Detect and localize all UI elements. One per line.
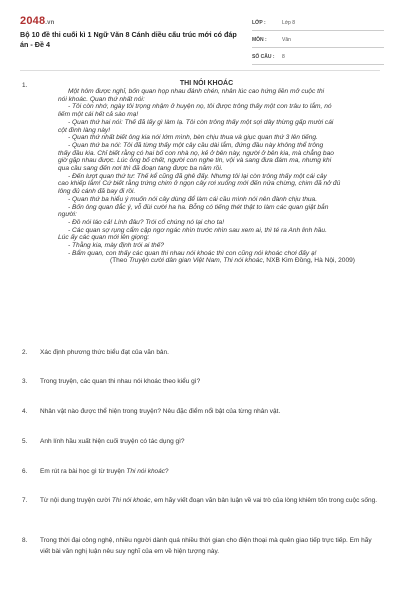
question-text: Anh lính hầu xuất hiện cuối truyện có tác dụng gì? (40, 438, 185, 445)
question-number: 8. (22, 537, 28, 544)
document-title: Bộ 10 đề thi cuối kì 1 Ngữ Văn 8 Cánh diều cấu trúc mới có đáp án - Đề 4 (20, 30, 237, 49)
meta-row-class (252, 15, 384, 31)
logo-suffix: .vn (45, 20, 55, 26)
source-title: Truyện cười dân gian Việt Nam, Thi nói khoác (129, 257, 263, 265)
meta-value: 8 (282, 53, 285, 60)
passage-line: qua cầu sang đến nơi thì đã đoạn tang được ba năm rồi. (58, 165, 223, 173)
story-title-ref: Thi nói khoác (126, 468, 166, 475)
passage-line: - Đồ nói láo cả! Lính đâu? Trói cổ chúng nó lại cho ta! (68, 218, 225, 226)
question-number: 2. (22, 349, 28, 356)
question-text-part: ? (165, 468, 169, 475)
question-number: 5. (22, 438, 28, 445)
passage-line: nói khoác. Quan thứ nhất nói: (58, 95, 145, 103)
reading-passage (58, 80, 355, 265)
meta-row-subject (252, 32, 384, 48)
question-number: 3. (22, 378, 28, 385)
passage-line: - Bẩm quan, con thấy các quan thi nhau nói khoác thì con cũng nói khoác chơi đấy ạ! (68, 249, 317, 257)
passage-line: - Các quan sợ rụng cẩm cập ngơ ngác nhìn trước nhìn sau xem ai, thì té ra Anh linh hầu. (68, 226, 327, 234)
passage-line: - Quan thứ hai nói: Thế đã lấy gì làm lạ. Tôi còn trông thấy một sợi dây thừng gấp mười cái (68, 118, 334, 126)
passage-line: giờ gặp nhau được. Lúc ông bố chết, người con nghe tin, vội và sang đưa đám ma, nhưng khi (58, 157, 332, 165)
question-text-part: , em hãy viết đoạn văn bản luận về vai trò của lòng khiêm tốn trong cuộc sống. (150, 497, 378, 504)
passage-line: cao khiếp lắm! Cứ biết rằng trứng chim ở ngọn cây rơi xuống mới đến nửa chừng, chim đã nở đủ (58, 180, 341, 188)
story-title-ref: Thi nói khoác (111, 497, 151, 504)
question-text: Trong truyện, các quan thi nhau nói khoác theo kiểu gì? (40, 378, 201, 385)
question-text (40, 466, 380, 477)
question-text: Xác định phương thức biểu đạt của văn bản. (40, 349, 169, 356)
passage-line: - Tôi còn nhớ, ngày tôi trọng nhậm ở huyện nọ, tôi được trông thấy một con trâu to lắm, nó (68, 103, 332, 111)
passage-line: liếm một cái hết cả sào mạ! (58, 111, 139, 119)
passage-line: - Quan thứ ba nói: Tôi đã từng thấy một cây cầu dài lắm, đứng đầu này không thể trông (68, 141, 324, 149)
passage-line: lông đủ cánh đã bay đi rồi. (58, 188, 136, 196)
passage-line: - Thằng kia, mày định trói ai thế? (68, 242, 165, 250)
passage-line: - Quan thứ nhất biết ông kia nói lớm mình, bèn chịu thua và giục quan thứ 3 lên tiếng. (68, 134, 318, 142)
passage-line: cột đình làng này! (58, 126, 111, 134)
header-divider (20, 70, 380, 71)
meta-value: Văn (282, 36, 291, 43)
question-text: Nhân vật nào được thể hiện trong truyện? Nêu đặc điểm nổi bật của từng nhân vật. (40, 408, 281, 415)
question-text: Trong thời đại công nghệ, nhiều người dành quá nhiều thời gian cho điện thoại mà quên giao tiếp trực tiếp. Em hãy viết bài văn nghị luận nêu suy nghĩ của em về hiện tượng này. (40, 537, 372, 555)
source-suffix: , NXB Kim Đồng, Hà Nội, 2009) (262, 257, 355, 265)
question-number: 6. (22, 468, 28, 475)
passage-line: thấy đầu kia. Chỉ biết rằng có hai bố con nhà nọ, kẻ ở bên này, người ở bên kia, mà chẳng bao (58, 149, 334, 157)
passage-title: THI NÓI KHOÁC (179, 80, 234, 87)
passage-source (58, 257, 355, 265)
question-text-part: Em rút ra bài học gì từ truyện (40, 468, 127, 475)
meta-table (252, 15, 384, 66)
passage-line: - Bốn ông quan đắc ý, vỗ đùi cười ha ha. Bỗng có tiếng thét thật to làm các quan giật bắn (68, 203, 329, 211)
source-prefix: (Theo (109, 257, 129, 265)
meta-label: SỐ CÂU : (252, 53, 275, 60)
meta-label: MÔN : (252, 36, 267, 43)
page-header (0, 0, 400, 66)
passage-line: - Đến lượt quan thứ tư: Thế kể cũng đã ghê đấy. Nhưng tôi lại còn trông thấy một cái cây (68, 172, 327, 180)
meta-row-count (252, 49, 384, 65)
question-text-part: Từ nội dung truyện cười (40, 497, 112, 504)
passage-line: Một hôm được nghỉ, bốn quan họp nhau đánh chén, nhân lúc cao hứng liền mở cuộc thi (68, 88, 325, 95)
logo-main: 2048 (20, 15, 46, 27)
question-text (40, 495, 380, 506)
question-number: 4. (22, 408, 28, 415)
question-number: 7. (22, 497, 28, 504)
passage-line: người: (58, 211, 77, 219)
meta-label: LỚP : (252, 19, 266, 26)
passage-line: - Quan thứ ba hiểu ý muốn nói cây dùng để làm cái cầu mình nói nên đành chịu thua. (68, 195, 318, 203)
site-logo[interactable] (20, 15, 55, 27)
passage-line: Lúc ấy các quan mới lên giọng: (58, 234, 150, 242)
question-number: 1. (22, 82, 28, 89)
meta-value: Lớp 8 (282, 19, 296, 26)
